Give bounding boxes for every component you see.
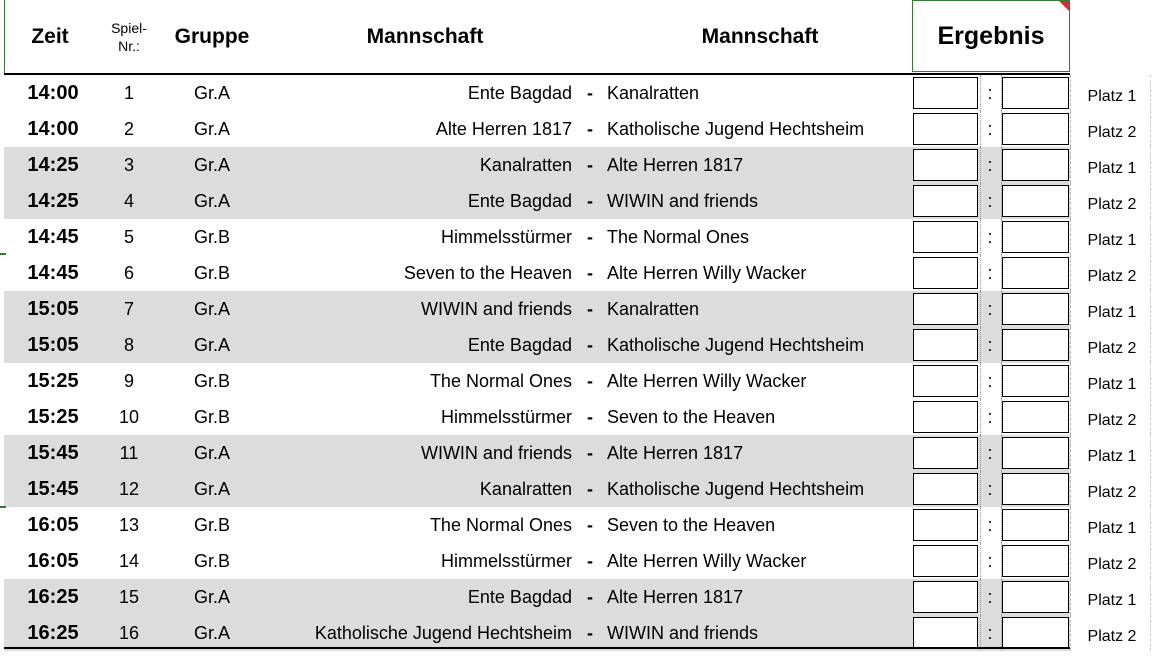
table-row [0, 111, 1170, 147]
score-colon: : [987, 334, 993, 355]
platz-left-gridline [1070, 111, 1072, 147]
platz-left-gridline [1070, 75, 1072, 111]
cell-team-1[interactable]: Himmelsstürmer [440, 226, 572, 247]
cell-platz[interactable]: Platz 2 [1087, 412, 1137, 429]
cell-team-2[interactable]: Katholische Jugend Hechtsheim [607, 478, 865, 499]
score-colon: : [987, 622, 993, 643]
cell-team-1[interactable]: WIWIN and friends [420, 298, 572, 319]
score-input-team-2[interactable] [1002, 509, 1069, 541]
cell-platz[interactable]: Platz 2 [1087, 196, 1137, 213]
cell-zeit[interactable]: 16:05 [27, 513, 79, 536]
cell-separator: - [587, 190, 593, 211]
cell-team-2[interactable]: Katholische Jugend Hechtsheim [607, 118, 865, 139]
header-row [0, 0, 1170, 74]
cell-platz[interactable]: Platz 2 [1087, 628, 1137, 645]
cell-separator: - [587, 262, 593, 283]
platz-left-gridline [1070, 183, 1072, 219]
cell-spiel-nr[interactable]: 14 [118, 550, 140, 571]
cell-platz[interactable]: Platz 2 [1087, 484, 1137, 501]
cell-platz[interactable]: Platz 1 [1087, 448, 1137, 465]
header-spiel-line2: Nr.: [118, 38, 140, 54]
platz-left-gridline [1070, 579, 1072, 615]
cell-team-2[interactable]: Katholische Jugend Hechtsheim [607, 334, 865, 355]
cell-gruppe[interactable]: Gr.A [193, 82, 230, 103]
score-input-team-1[interactable] [913, 293, 978, 325]
cell-separator: - [587, 298, 593, 319]
cell-separator: - [587, 586, 593, 607]
cell-spiel-nr[interactable]: 4 [123, 190, 134, 211]
cell-team-1[interactable]: Himmelsstürmer [440, 406, 572, 427]
comment-indicator-icon[interactable] [1059, 1, 1069, 11]
platz-right-gridline [1150, 435, 1152, 471]
platz-left-gridline [1070, 291, 1072, 327]
cell-team-2[interactable]: Alte Herren Willy Wacker [607, 550, 807, 571]
cell-gruppe[interactable]: Gr.B [193, 406, 230, 427]
platz-right-gridline [1150, 507, 1152, 543]
cell-team-1[interactable]: Ente Bagdad [467, 82, 572, 103]
score-input-team-2[interactable] [1002, 329, 1069, 361]
platz-right-gridline [1150, 363, 1152, 399]
table-row [0, 615, 1170, 651]
score-colon: : [987, 478, 993, 499]
score-input-team-1[interactable] [913, 185, 978, 217]
platz-right-gridline [1150, 219, 1152, 255]
score-input-team-2[interactable] [1002, 257, 1069, 289]
cell-team-1[interactable]: The Normal Ones [429, 514, 572, 535]
cell-team-1[interactable]: Katholische Jugend Hechtsheim [314, 622, 572, 643]
cell-spiel-nr[interactable]: 9 [123, 370, 134, 391]
cell-separator: - [587, 370, 593, 391]
cell-spiel-nr[interactable]: 10 [118, 406, 140, 427]
cell-separator: - [587, 550, 593, 571]
cell-team-2[interactable]: Kanalratten [607, 298, 700, 319]
platz-right-gridline [1150, 183, 1152, 219]
platz-right-gridline [1150, 327, 1152, 363]
cell-zeit[interactable]: 16:25 [27, 621, 79, 644]
platz-right-gridline [1150, 579, 1152, 615]
table-bottom-border [4, 647, 1070, 649]
cell-gruppe[interactable]: Gr.B [193, 514, 230, 535]
cell-gruppe[interactable]: Gr.A [193, 478, 230, 499]
cell-gruppe[interactable]: Gr.B [193, 262, 230, 283]
score-input-team-1[interactable] [913, 437, 978, 469]
platz-left-gridline [1070, 615, 1072, 651]
score-input-team-2[interactable] [1002, 545, 1069, 577]
header-mannschaft-1[interactable]: Mannschaft [366, 25, 484, 48]
cell-team-2[interactable]: Seven to the Heaven [607, 406, 776, 427]
cell-zeit[interactable]: 14:45 [27, 225, 79, 248]
platz-right-gridline [1150, 471, 1152, 507]
cell-gruppe[interactable]: Gr.A [193, 118, 230, 139]
platz-left-gridline [1070, 255, 1072, 291]
cell-team-2[interactable]: Alte Herren Willy Wacker [607, 262, 807, 283]
score-input-team-2[interactable] [1002, 617, 1069, 649]
table-row [0, 147, 1170, 183]
score-colon: : [987, 118, 993, 139]
cell-zeit[interactable]: 15:05 [27, 333, 79, 356]
cell-team-2[interactable]: Kanalratten [607, 82, 700, 103]
score-input-team-2[interactable] [1002, 77, 1069, 109]
score-input-team-1[interactable] [913, 329, 978, 361]
score-input-team-2[interactable] [1002, 113, 1069, 145]
cell-gruppe[interactable]: Gr.A [193, 586, 230, 607]
cell-zeit[interactable]: 14:45 [27, 261, 79, 284]
score-input-team-1[interactable] [913, 473, 978, 505]
cell-spiel-nr[interactable]: 16 [118, 622, 140, 643]
cell-gruppe[interactable]: Gr.B [193, 226, 230, 247]
cell-team-2[interactable]: Alte Herren Willy Wacker [607, 370, 807, 391]
table-row [0, 327, 1170, 363]
cell-platz[interactable]: Platz 2 [1087, 340, 1137, 357]
platz-left-gridline [1070, 399, 1072, 435]
platz-right-gridline [1150, 291, 1152, 327]
cell-team-1[interactable]: Ente Bagdad [467, 334, 572, 355]
table-row [0, 183, 1170, 219]
cell-team-1[interactable]: Ente Bagdad [467, 190, 572, 211]
score-colon: : [987, 586, 993, 607]
platz-right-gridline [1150, 615, 1152, 651]
cell-spiel-nr[interactable]: 3 [123, 154, 134, 175]
header-gruppe[interactable]: Gruppe [174, 25, 250, 48]
header-ergebnis[interactable] [912, 0, 1070, 72]
score-colon: : [987, 226, 993, 247]
table-row [0, 255, 1170, 291]
cell-zeit[interactable]: 15:25 [27, 405, 79, 428]
platz-left-gridline [1070, 543, 1072, 579]
score-input-team-2[interactable] [1002, 365, 1069, 397]
score-input-team-1[interactable] [913, 221, 978, 253]
score-colon: : [987, 442, 993, 463]
score-input-team-1[interactable] [913, 401, 978, 433]
cell-separator: - [587, 226, 593, 247]
header-left-border [4, 0, 5, 74]
row-marker-1 [0, 253, 6, 255]
cell-gruppe[interactable]: Gr.A [193, 622, 230, 643]
header-ergebnis-label: Ergebnis [937, 21, 1045, 50]
cell-zeit[interactable]: 15:45 [27, 477, 79, 500]
cell-zeit[interactable]: 14:00 [27, 117, 79, 140]
cell-separator: - [587, 118, 593, 139]
table-row [0, 219, 1170, 255]
score-colon: : [987, 514, 993, 535]
cell-zeit[interactable]: 16:25 [27, 585, 79, 608]
cell-gruppe[interactable]: Gr.B [193, 370, 230, 391]
table-row [0, 291, 1170, 327]
cell-platz[interactable]: Platz 1 [1087, 376, 1137, 393]
cell-separator: - [587, 334, 593, 355]
cell-team-2[interactable]: Alte Herren 1817 [607, 442, 744, 463]
table-row [0, 363, 1170, 399]
cell-gruppe[interactable]: Gr.B [193, 550, 230, 571]
table-row [0, 399, 1170, 435]
table-row [0, 579, 1170, 615]
cell-spiel-nr[interactable]: 8 [123, 334, 134, 355]
table-row [0, 75, 1170, 111]
cell-separator: - [587, 406, 593, 427]
cell-platz[interactable]: Platz 1 [1087, 160, 1137, 177]
cell-spiel-nr[interactable]: 7 [123, 298, 134, 319]
header-zeit[interactable]: Zeit [31, 25, 69, 48]
cell-team-1[interactable]: Kanalratten [479, 154, 572, 175]
cell-zeit[interactable]: 16:05 [27, 549, 79, 572]
cell-gruppe[interactable]: Gr.A [193, 298, 230, 319]
cell-platz[interactable]: Platz 2 [1087, 124, 1137, 141]
platz-right-gridline [1150, 111, 1152, 147]
cell-platz[interactable]: Platz 1 [1087, 232, 1137, 249]
platz-right-gridline [1150, 543, 1152, 579]
platz-right-gridline [1150, 75, 1152, 111]
table-row [0, 435, 1170, 471]
platz-left-gridline [1070, 327, 1072, 363]
score-input-team-2[interactable] [1002, 221, 1069, 253]
cell-platz[interactable]: Platz 1 [1087, 592, 1137, 609]
score-colon: : [987, 154, 993, 175]
cell-spiel-nr[interactable]: 11 [119, 442, 139, 463]
platz-right-gridline [1150, 255, 1152, 291]
cell-team-1[interactable]: Alte Herren 1817 [435, 118, 572, 139]
cell-spiel-nr[interactable]: 12 [118, 478, 140, 499]
score-input-team-1[interactable] [913, 257, 978, 289]
header-mannschaft-2[interactable]: Mannschaft [701, 25, 819, 48]
cell-team-2[interactable]: WIWIN and friends [607, 622, 759, 643]
table-row [0, 471, 1170, 507]
cell-spiel-nr[interactable]: 15 [118, 586, 140, 607]
platz-left-gridline [1070, 507, 1072, 543]
cell-spiel-nr[interactable]: 6 [123, 262, 134, 283]
cell-zeit[interactable]: 14:00 [27, 81, 79, 104]
score-input-team-2[interactable] [1002, 473, 1069, 505]
cell-zeit[interactable]: 15:25 [27, 369, 79, 392]
row-marker-2 [0, 506, 6, 508]
cell-team-2[interactable]: Seven to the Heaven [607, 514, 776, 535]
cell-gruppe[interactable]: Gr.A [193, 334, 230, 355]
cell-spiel-nr[interactable]: 13 [118, 514, 140, 535]
cell-team-1[interactable]: WIWIN and friends [420, 442, 572, 463]
platz-left-gridline [1070, 471, 1072, 507]
score-input-team-1[interactable] [913, 365, 978, 397]
score-input-team-1[interactable] [913, 149, 978, 181]
cell-team-1[interactable]: Himmelsstürmer [440, 550, 572, 571]
cell-team-1[interactable]: The Normal Ones [429, 370, 572, 391]
platz-left-gridline [1070, 435, 1072, 471]
cell-spiel-nr[interactable]: 1 [123, 82, 134, 103]
score-input-team-1[interactable] [913, 509, 978, 541]
cell-spiel-nr[interactable]: 5 [123, 226, 134, 247]
table-row [0, 507, 1170, 543]
score-colon: : [987, 262, 993, 283]
score-input-team-2[interactable] [1002, 401, 1069, 433]
cell-zeit[interactable]: 15:45 [27, 441, 79, 464]
platz-left-gridline [1070, 147, 1072, 183]
platz-left-gridline [1070, 219, 1072, 255]
score-input-team-1[interactable] [913, 113, 978, 145]
cell-gruppe[interactable]: Gr.A [193, 190, 230, 211]
cell-separator: - [587, 154, 593, 175]
cell-platz[interactable]: Platz 2 [1087, 556, 1137, 573]
score-colon: : [987, 406, 993, 427]
cell-platz[interactable]: Platz 1 [1087, 304, 1137, 321]
score-input-team-2[interactable] [1002, 581, 1069, 613]
score-colon: : [987, 370, 993, 391]
header-spiel-nr[interactable] [100, 0, 158, 74]
cell-zeit[interactable]: 14:25 [27, 189, 79, 212]
cell-platz[interactable]: Platz 2 [1087, 268, 1137, 285]
score-input-team-1[interactable] [913, 77, 978, 109]
score-input-team-1[interactable] [913, 617, 978, 649]
cell-zeit[interactable]: 15:05 [27, 297, 79, 320]
cell-separator: - [587, 478, 593, 499]
cell-team-2[interactable]: Alte Herren 1817 [607, 586, 744, 607]
cell-gruppe[interactable]: Gr.A [193, 154, 230, 175]
cell-platz[interactable]: Platz 1 [1087, 520, 1137, 537]
cell-zeit[interactable]: 14:25 [27, 153, 79, 176]
platz-right-gridline [1150, 147, 1152, 183]
match-rows [0, 75, 1170, 651]
header-spiel-line1: Spiel- [111, 20, 147, 36]
cell-separator: - [587, 514, 593, 535]
score-input-team-2[interactable] [1002, 293, 1069, 325]
cell-separator: - [587, 442, 593, 463]
cell-team-1[interactable]: Ente Bagdad [467, 586, 572, 607]
cell-team-2[interactable]: The Normal Ones [607, 226, 750, 247]
cell-team-1[interactable]: Seven to the Heaven [403, 262, 572, 283]
cell-spiel-nr[interactable]: 2 [123, 118, 134, 139]
score-colon: : [987, 190, 993, 211]
score-colon: : [987, 550, 993, 571]
platz-right-gridline [1150, 399, 1152, 435]
score-input-team-2[interactable] [1002, 149, 1069, 181]
platz-left-gridline [1070, 363, 1072, 399]
cell-team-1[interactable]: Kanalratten [479, 478, 572, 499]
cell-platz[interactable]: Platz 1 [1087, 88, 1137, 105]
score-colon: : [987, 82, 993, 103]
score-colon: : [987, 298, 993, 319]
score-input-team-2[interactable] [1002, 185, 1069, 217]
cell-team-2[interactable]: WIWIN and friends [607, 190, 759, 211]
score-input-team-1[interactable] [913, 545, 978, 577]
cell-separator: - [587, 622, 593, 643]
score-input-team-2[interactable] [1002, 437, 1069, 469]
score-input-team-1[interactable] [913, 581, 978, 613]
cell-gruppe[interactable]: Gr.A [193, 442, 230, 463]
cell-separator: - [587, 82, 593, 103]
table-row [0, 543, 1170, 579]
cell-team-2[interactable]: Alte Herren 1817 [607, 154, 744, 175]
